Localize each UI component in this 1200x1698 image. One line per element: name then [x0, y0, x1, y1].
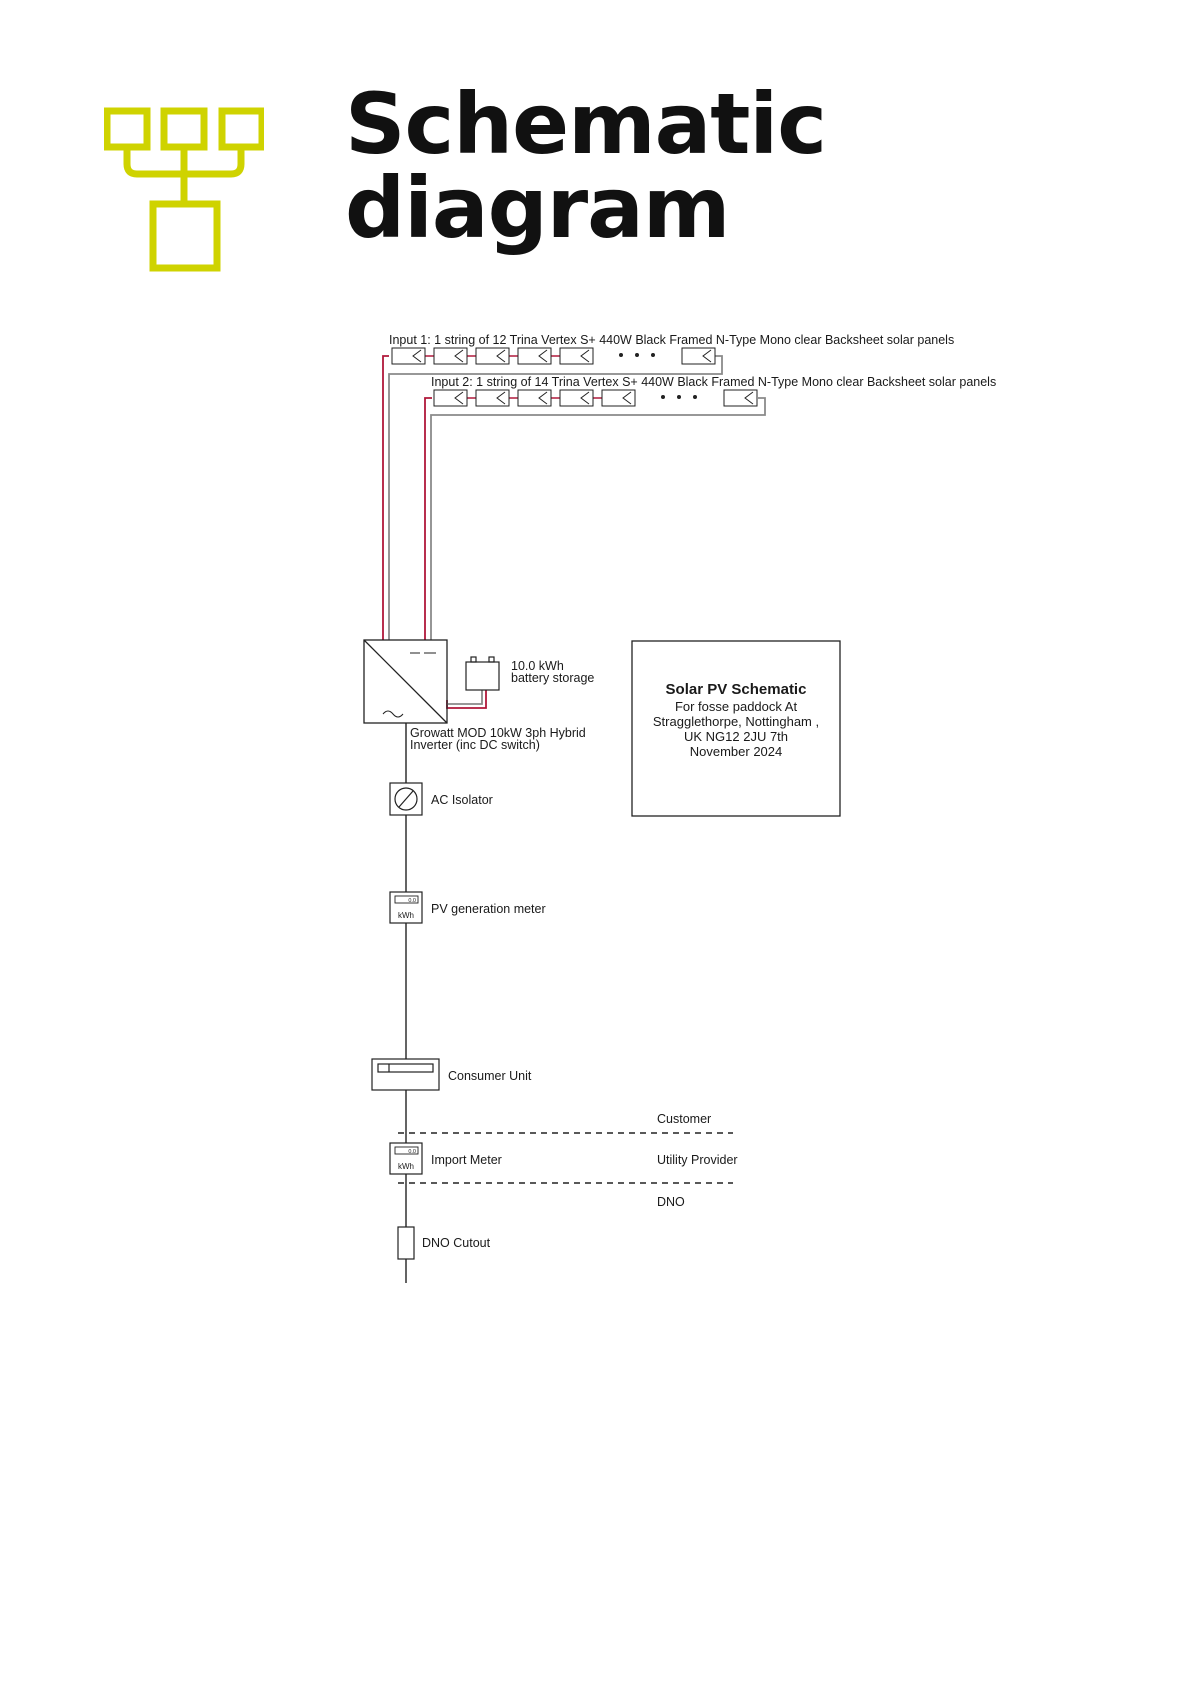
solar-panel-icon — [518, 390, 551, 406]
info-box-title: Solar PV Schematic — [665, 681, 807, 698]
solar-panel-icon — [434, 348, 467, 364]
solar-panel-icon — [434, 390, 467, 406]
import-meter-label: Import Meter — [431, 1153, 502, 1167]
battery-positive-wire — [447, 690, 486, 708]
string1-ellipsis — [619, 353, 655, 357]
solar-panel-icon — [602, 390, 635, 406]
info-box-line2: Stragglethorpe, Nottingham , — [652, 714, 820, 729]
string2-label: Input 2: 1 string of 14 Trina Vertex S+ 440W Black Framed N-Type Mono clear Backsheet solar panels — [431, 375, 997, 389]
solar-panel-icon — [560, 390, 593, 406]
panel-string-1 — [392, 348, 715, 364]
utility-label: Utility Provider — [657, 1153, 738, 1167]
string1-label: Input 1: 1 string of 12 Trina Vertex S+ 440W Black Framed N-Type Mono clear Backsheet solar panels — [389, 333, 955, 347]
inverter-label-line1: Growatt MOD 10kW 3ph Hybrid — [410, 726, 586, 740]
solar-panel-icon — [518, 348, 551, 364]
solar-panel-icon — [476, 390, 509, 406]
solar-panel-icon — [476, 348, 509, 364]
solar-panel-icon — [724, 390, 757, 406]
dno-cutout-label: DNO Cutout — [422, 1236, 491, 1250]
solar-panel-icon — [560, 348, 593, 364]
import-meter-reading: 0.0 — [408, 1149, 416, 1155]
import-meter-unit: kWh — [398, 1162, 414, 1171]
ac-isolator-label: AC Isolator — [431, 793, 493, 807]
pv-meter-reading: 0.0 — [408, 898, 416, 904]
inverter-label-line2: Inverter (inc DC switch) — [410, 738, 540, 752]
info-box-line1: For fosse paddock At — [674, 699, 798, 714]
battery-negative-wire — [447, 690, 482, 704]
string2-ellipsis — [661, 395, 697, 399]
battery-label-line1: 10.0 kWh — [511, 659, 564, 673]
info-box-line3: UK NG12 2JU 7th — [683, 729, 789, 744]
ac-isolator-icon — [390, 783, 422, 815]
info-box-line4: November 2024 — [689, 744, 783, 759]
consumer-unit-icon — [372, 1059, 439, 1090]
page-title: Schematic diagram — [345, 75, 827, 257]
consumer-unit-label: Consumer Unit — [448, 1069, 532, 1083]
dno-cutout-icon — [398, 1227, 414, 1259]
pv-meter-label: PV generation meter — [431, 902, 546, 916]
panel-string-2 — [434, 390, 757, 406]
solar-panel-icon — [392, 348, 425, 364]
inverter-symbol — [364, 640, 447, 723]
pv-meter-unit: kWh — [398, 911, 414, 920]
solar-panel-icon — [682, 348, 715, 364]
battery-icon — [466, 657, 499, 690]
string2-negative-wire — [431, 398, 765, 640]
dno-label: DNO — [657, 1195, 685, 1209]
customer-label: Customer — [657, 1112, 712, 1126]
battery-label-line2: battery storage — [511, 671, 595, 685]
